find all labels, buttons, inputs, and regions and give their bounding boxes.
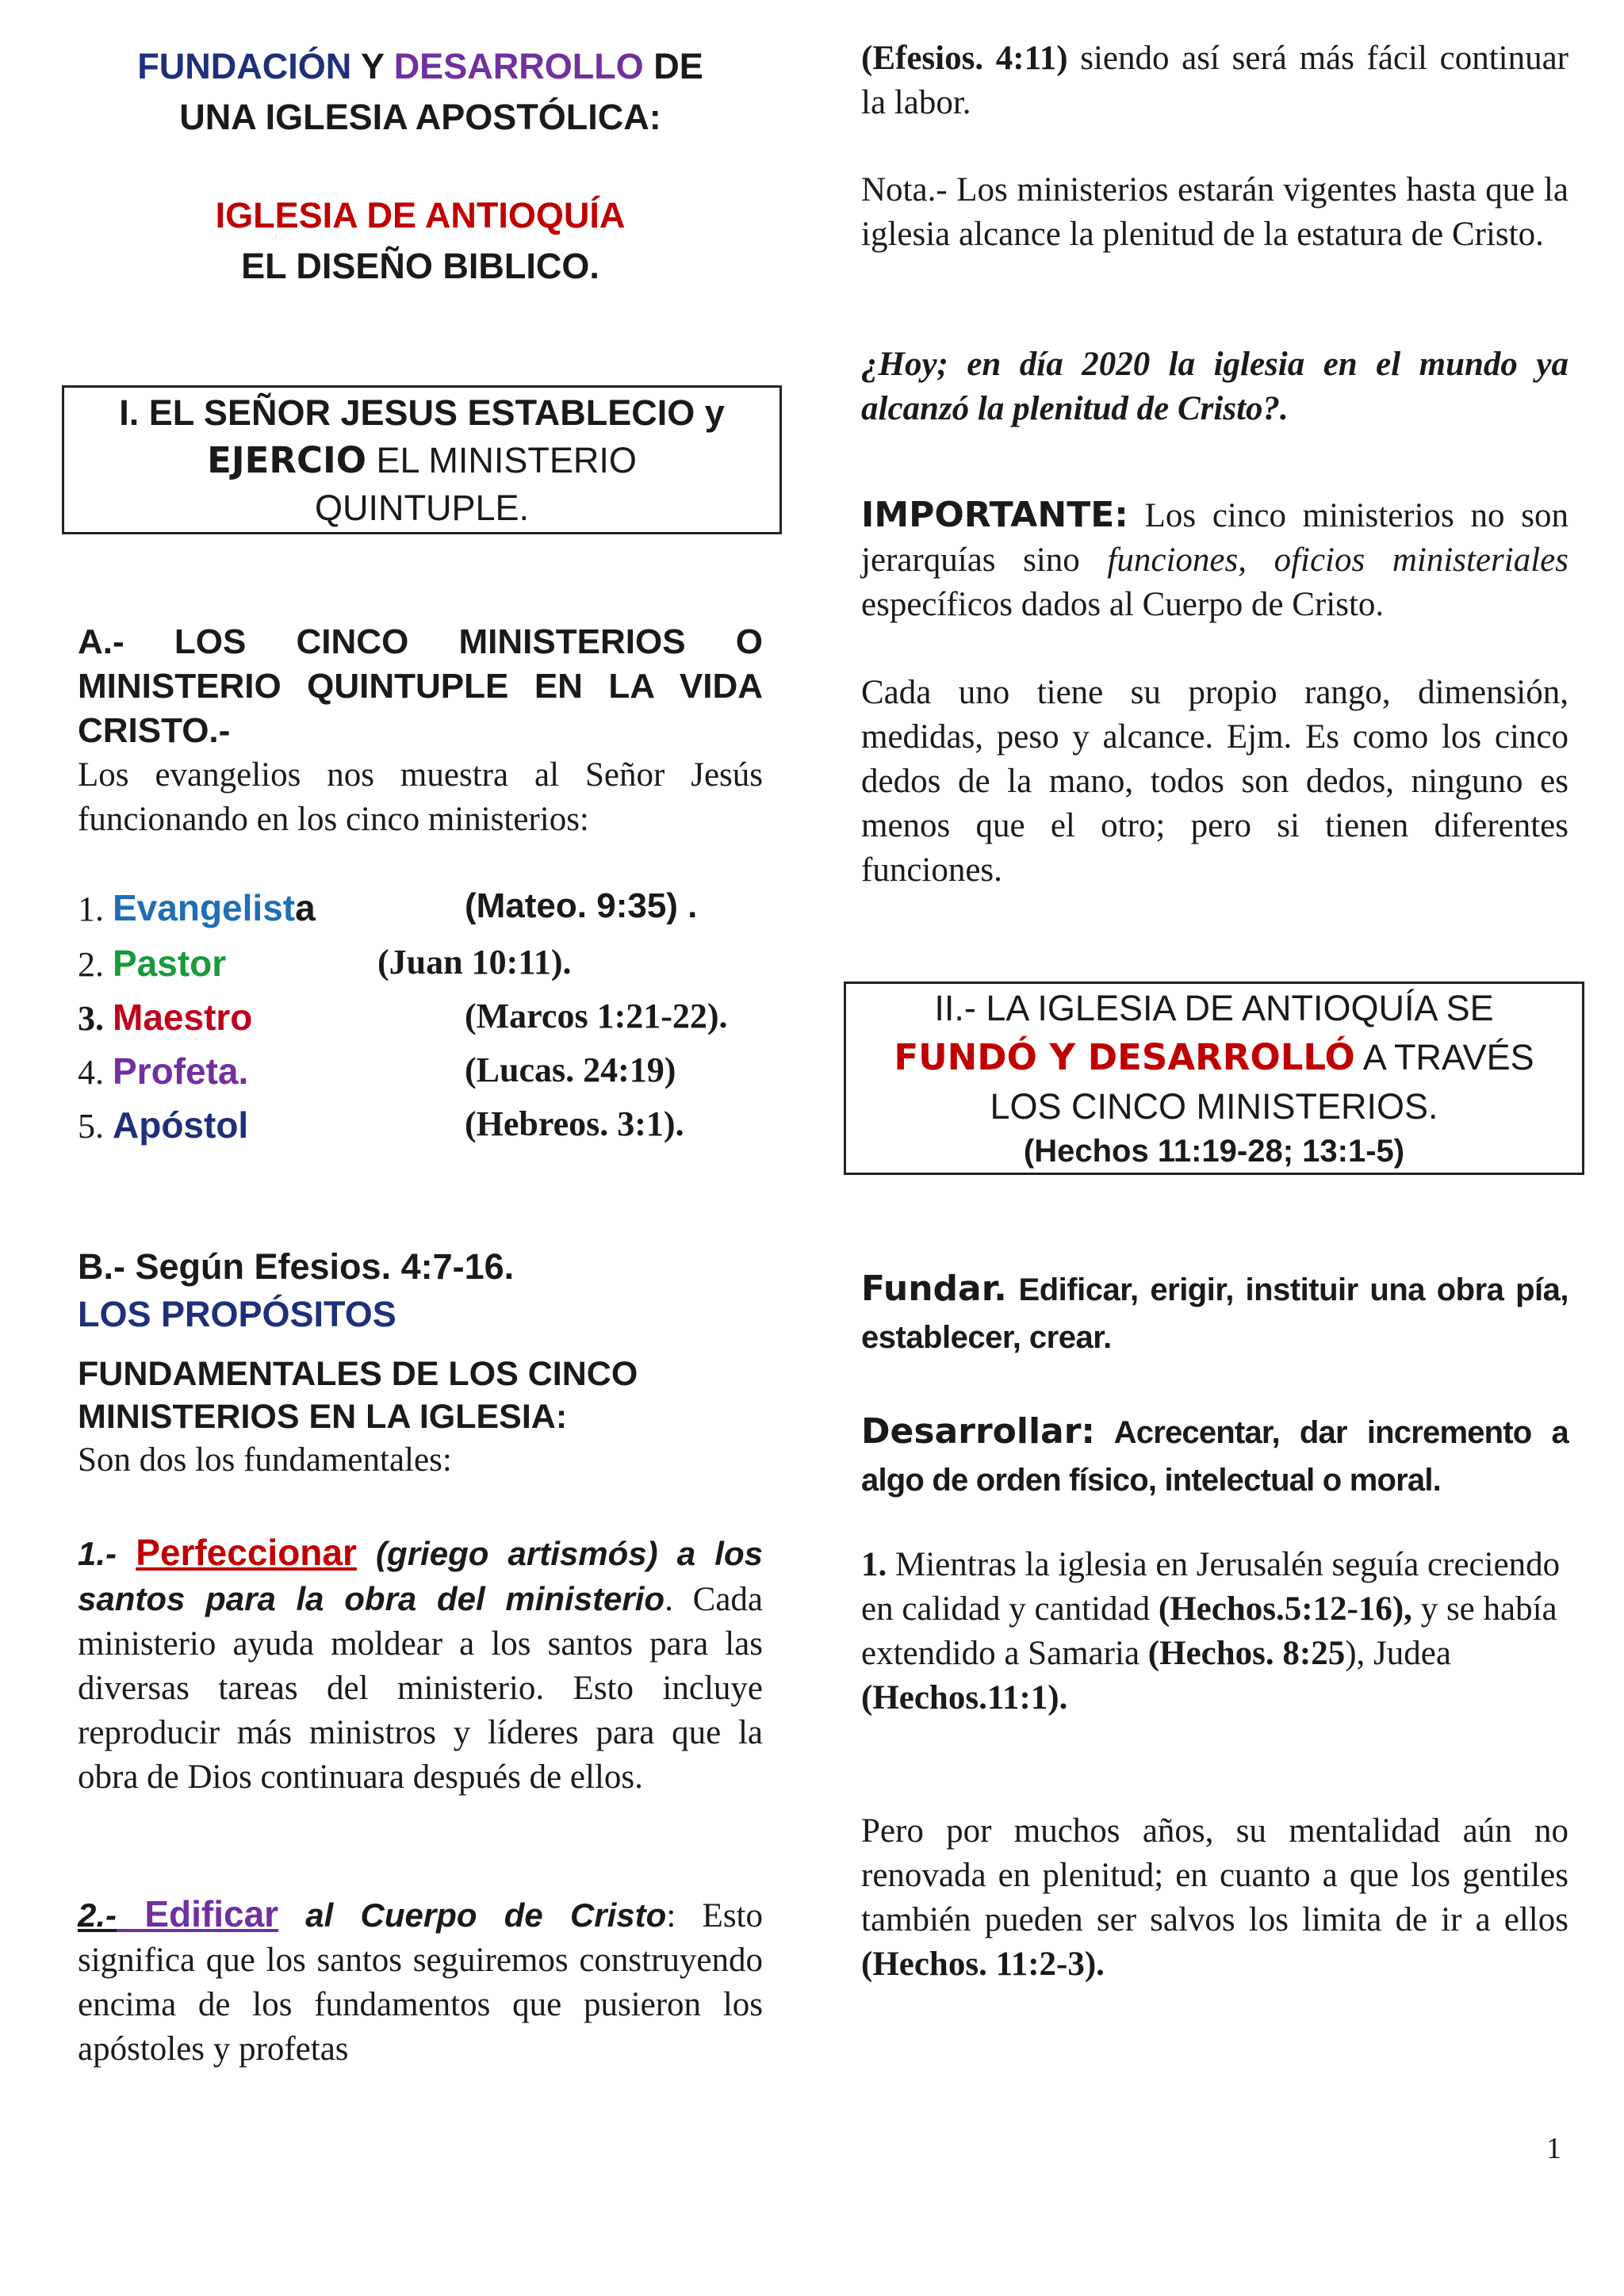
point-one-text-c: ), Judea	[1345, 1635, 1451, 1672]
title-de: DE	[643, 46, 703, 86]
title-desarrollo: DESARROLLO	[393, 46, 644, 86]
subtitle-diseno: EL DISEÑO BIBLICO.	[241, 246, 599, 286]
purpose-two-word: Edificar	[117, 1893, 279, 1934]
title-fundacion: FUNDACIÓN	[137, 46, 352, 86]
ministry-number: 4.	[78, 1053, 113, 1092]
right-intro	[861, 36, 1568, 125]
ministry-item	[78, 996, 763, 1047]
importante-text-a: Los cinco ministerios no son jerarquías sino	[861, 497, 1568, 579]
desarrollar-label: Desarrollar:	[861, 1411, 1096, 1452]
section-b-subheading: FUNDAMENTALES DE LOS CINCO MINISTERIOS EN LA IGLESIA:	[78, 1355, 638, 1436]
point-one-number: 1.	[861, 1546, 887, 1583]
ministry-reference: (Juan 10:11).	[377, 943, 572, 982]
ministry-number: 1.	[78, 890, 113, 928]
section-a-heading: A.- LOS CINCO MINISTERIOS O MINISTERIO QUINTUPLE EN LA VIDA CRISTO.-	[78, 622, 763, 750]
section-b-propositos: LOS PROPÓSITOS	[78, 1294, 396, 1334]
title-line2: UNA IGLESIA APOSTÓLICA:	[179, 97, 661, 137]
purpose-two-number: 2.-	[78, 1896, 117, 1934]
box2-line2-rest: A TRAVÉS	[1354, 1037, 1534, 1077]
ministry-reference: (Lucas. 24:19)	[465, 1050, 676, 1089]
box2-line3: LOS CINCO MINISTERIOS.	[990, 1086, 1438, 1127]
purpose-one-text: . Cada ministerio ayuda moldear a los santos para las diversas tareas del ministerio. Esto incluye reproducir más ministros y líderes para que la obra de Dios continuara después de ellos.	[78, 1581, 763, 1796]
desarrollar-definition: Acrecentar, dar incremento a algo de orden físico, intelectual o moral.	[861, 1415, 1568, 1498]
importante-label: IMPORTANTE:	[861, 495, 1128, 535]
ministry-name: Evangelist	[113, 887, 296, 928]
question-paragraph: ¿Hoy; en día 2020 la iglesia en el mundo ya alcanzó la plenitud de Cristo?.	[861, 346, 1568, 427]
point-one-text-a: Mientras la iglesia en Jerusalén seguía creciendo en calidad y cantidad	[861, 1546, 1561, 1628]
box1-line1: I. EL SEÑOR JESUS ESTABLECIO y	[119, 392, 725, 433]
document-title	[78, 41, 763, 143]
nota-paragraph: Nota.- Los ministerios estarán vigentes hasta que la iglesia alcance la plenitud de la estatura de Cristo.	[861, 171, 1568, 253]
ministry-name: Maestro	[113, 997, 253, 1038]
ministry-name: Pastor	[113, 943, 227, 984]
ministry-number: 2.	[78, 945, 113, 984]
section-one-box	[62, 385, 782, 534]
subtitle-antioquia: IGLESIA DE ANTIOQUÍA	[215, 195, 626, 235]
purpose-one-italic: (griego artismós) a los santos para la obra del ministerio	[78, 1535, 763, 1617]
efesios-reference: (Efesios. 4:11)	[861, 40, 1068, 77]
section-b-ref: B.- Según Efesios. 4:7-16.	[78, 1246, 515, 1287]
fundar-definition: Edificar, erigir, instituir una obra pía, establecer, crear.	[861, 1272, 1568, 1355]
purpose-one-number: 1.-	[78, 1535, 136, 1572]
ministry-item	[78, 1104, 763, 1154]
ministry-reference: (Marcos 1:21-22).	[465, 997, 728, 1035]
point-two-text: Pero por muchos años, su mentalidad aún no renovada en plenitud; en cuanto a que los gentiles también pueden ser salvos los limita de ir a ellos	[861, 1812, 1568, 1938]
ministry-item	[78, 1050, 763, 1100]
point-one-ref2: (Hechos. 8:25	[1147, 1635, 1346, 1672]
box2-fundo: FUNDÓ Y DESARROLLÓ	[894, 1036, 1355, 1078]
importante-text-b: específicos dados al Cuerpo de Cristo.	[861, 586, 1385, 623]
section-a-body: Los evangelios nos muestra al Señor Jesús funcionando en los cinco ministerios:	[78, 756, 763, 838]
subtitle	[78, 190, 763, 292]
box2-references: (Hechos 11:19-28; 13:1-5)	[1023, 1134, 1405, 1169]
box1-line3: QUINTUPLE.	[314, 488, 530, 528]
ministry-item	[78, 886, 763, 937]
importante-paragraph	[861, 493, 1568, 627]
point-two-ref: (Hechos. 11:2-3).	[861, 1946, 1105, 1983]
purpose-two-italic: al Cuerpo de Cristo	[278, 1896, 667, 1934]
ministry-item	[78, 942, 763, 993]
purpose-one-word: Perfeccionar	[136, 1532, 357, 1573]
section-two-box	[844, 982, 1584, 1175]
point-one-text-b: y se había extendido a Samaria	[861, 1590, 1557, 1672]
ministry-number: 5.	[78, 1107, 113, 1146]
point-one	[861, 1543, 1568, 1720]
ministry-number: 3.	[78, 999, 113, 1038]
page-number: 1	[1546, 2132, 1561, 2165]
title-y: Y	[351, 46, 394, 86]
purpose-one	[78, 1530, 763, 1800]
definition-fundar	[861, 1265, 1568, 1361]
fundar-label: Fundar.	[861, 1269, 1007, 1309]
box1-ejercio: EJERCIO	[207, 439, 366, 481]
point-one-ref1: (Hechos.5:12-16),	[1158, 1590, 1412, 1628]
purpose-two-text: : Esto significa que los santos seguiremos construyendo encima de los fundamentos que pusieron los apóstoles y profetas	[78, 1897, 763, 2068]
box1-line2-rest: EL MINISTERIO	[366, 440, 637, 480]
right-intro-text: siendo así será más fácil continuar la labor.	[861, 40, 1568, 121]
ministry-name: Apóstol	[113, 1104, 249, 1146]
ministry-name-suffix: a	[295, 887, 316, 928]
importante-continuation: Cada uno tiene su propio rango, dimensión, medidas, peso y alcance. Ejm. Es como los cinco dedos de la mano, todos son dedos, ninguno es menos que el otro; pero si tienen diferentes funciones.	[861, 674, 1568, 889]
ministry-name: Profeta.	[113, 1050, 249, 1092]
section-b-intro: Son dos los fundamentales:	[78, 1441, 452, 1479]
definition-desarrollar	[861, 1408, 1568, 1504]
point-two	[861, 1809, 1568, 1987]
purpose-two	[78, 1892, 763, 2072]
section-b-heading	[78, 1243, 763, 1338]
point-one-ref3: (Hechos.11:1).	[861, 1679, 1068, 1716]
ministry-reference: (Mateo. 9:35) .	[465, 886, 698, 925]
importante-italic: funciones, oficios ministeriales	[1107, 541, 1569, 579]
ministry-reference: (Hebreos. 3:1).	[465, 1104, 684, 1143]
box2-line1: II.- LA IGLESIA DE ANTIOQUÍA SE	[934, 988, 1494, 1028]
